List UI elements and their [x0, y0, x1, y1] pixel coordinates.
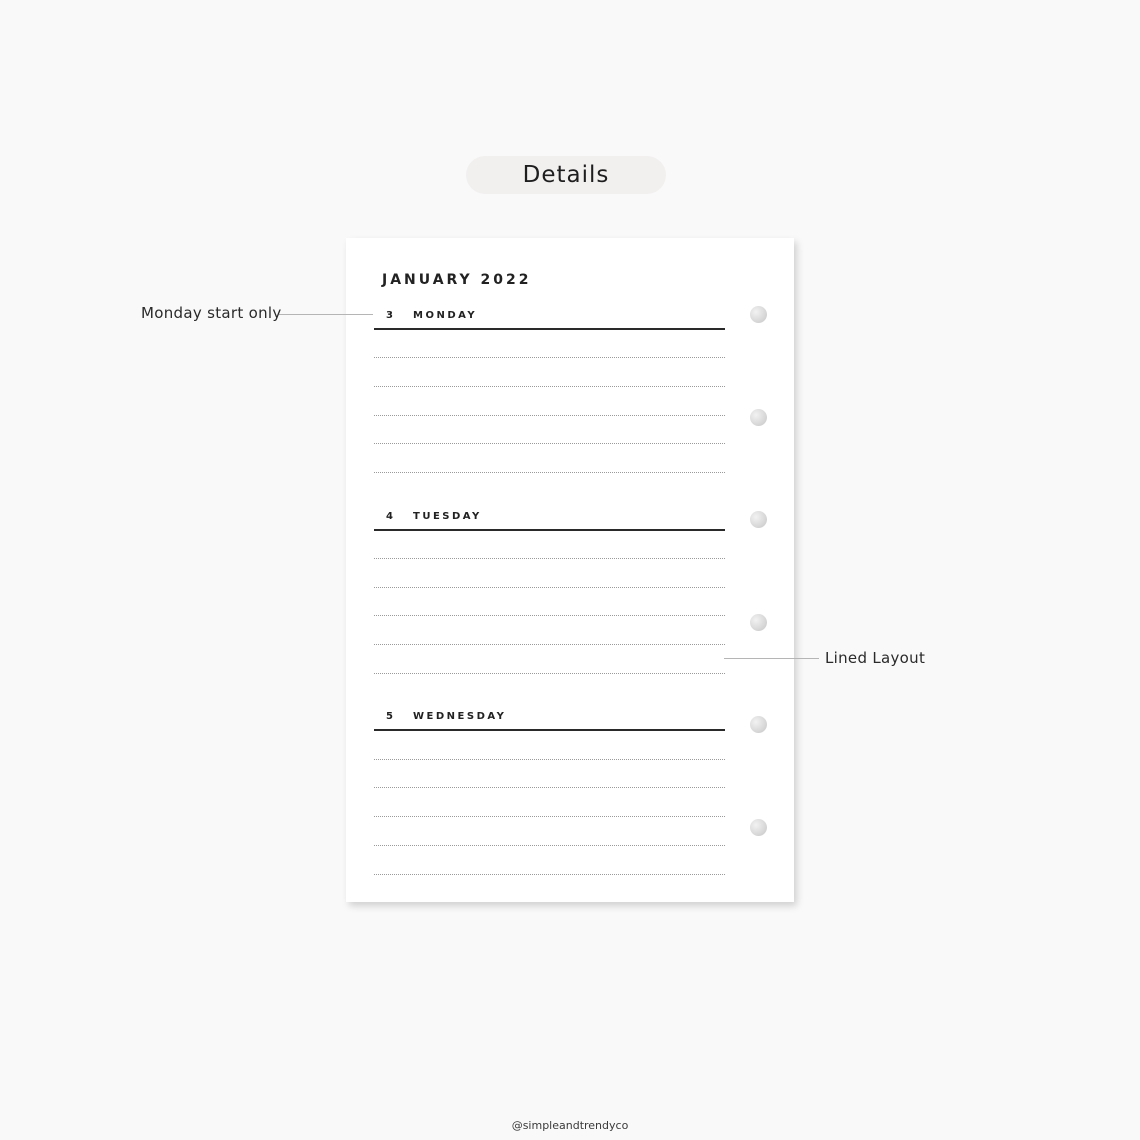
day-number: 5 [386, 711, 393, 722]
callout-lined-layout: Lined Layout [825, 649, 926, 667]
planner-page [346, 238, 794, 902]
day-header-tuesday [374, 509, 725, 531]
callout-leader-line [279, 314, 373, 315]
binder-hole-icon [750, 819, 767, 836]
binder-hole-icon [750, 511, 767, 528]
writing-line [374, 443, 725, 444]
writing-line [374, 386, 725, 387]
footer-credit: @simpleandtrendyco [511, 1119, 629, 1132]
day-header-monday [374, 308, 725, 330]
day-name: WEDNESDAY [413, 711, 507, 722]
writing-line [374, 357, 725, 358]
writing-line [374, 644, 725, 645]
month-title: JANUARY 2022 [382, 272, 532, 288]
page-title: Details [522, 162, 610, 188]
callout-monday-start: Monday start only [141, 304, 282, 322]
writing-line [374, 673, 725, 674]
writing-line [374, 558, 725, 559]
writing-line [374, 759, 725, 760]
callout-leader-line [724, 658, 819, 659]
details-title-pill [466, 156, 666, 194]
day-name: TUESDAY [413, 511, 482, 522]
day-number: 4 [386, 511, 393, 522]
binder-hole-icon [750, 409, 767, 426]
day-header-wednesday [374, 709, 725, 731]
writing-line [374, 874, 725, 875]
day-name: MONDAY [413, 310, 478, 321]
writing-line [374, 816, 725, 817]
writing-line [374, 845, 725, 846]
writing-line [374, 415, 725, 416]
writing-line [374, 472, 725, 473]
day-number: 3 [386, 310, 393, 321]
binder-hole-icon [750, 306, 767, 323]
writing-line [374, 615, 725, 616]
writing-line [374, 787, 725, 788]
binder-hole-icon [750, 716, 767, 733]
writing-line [374, 587, 725, 588]
binder-hole-icon [750, 614, 767, 631]
